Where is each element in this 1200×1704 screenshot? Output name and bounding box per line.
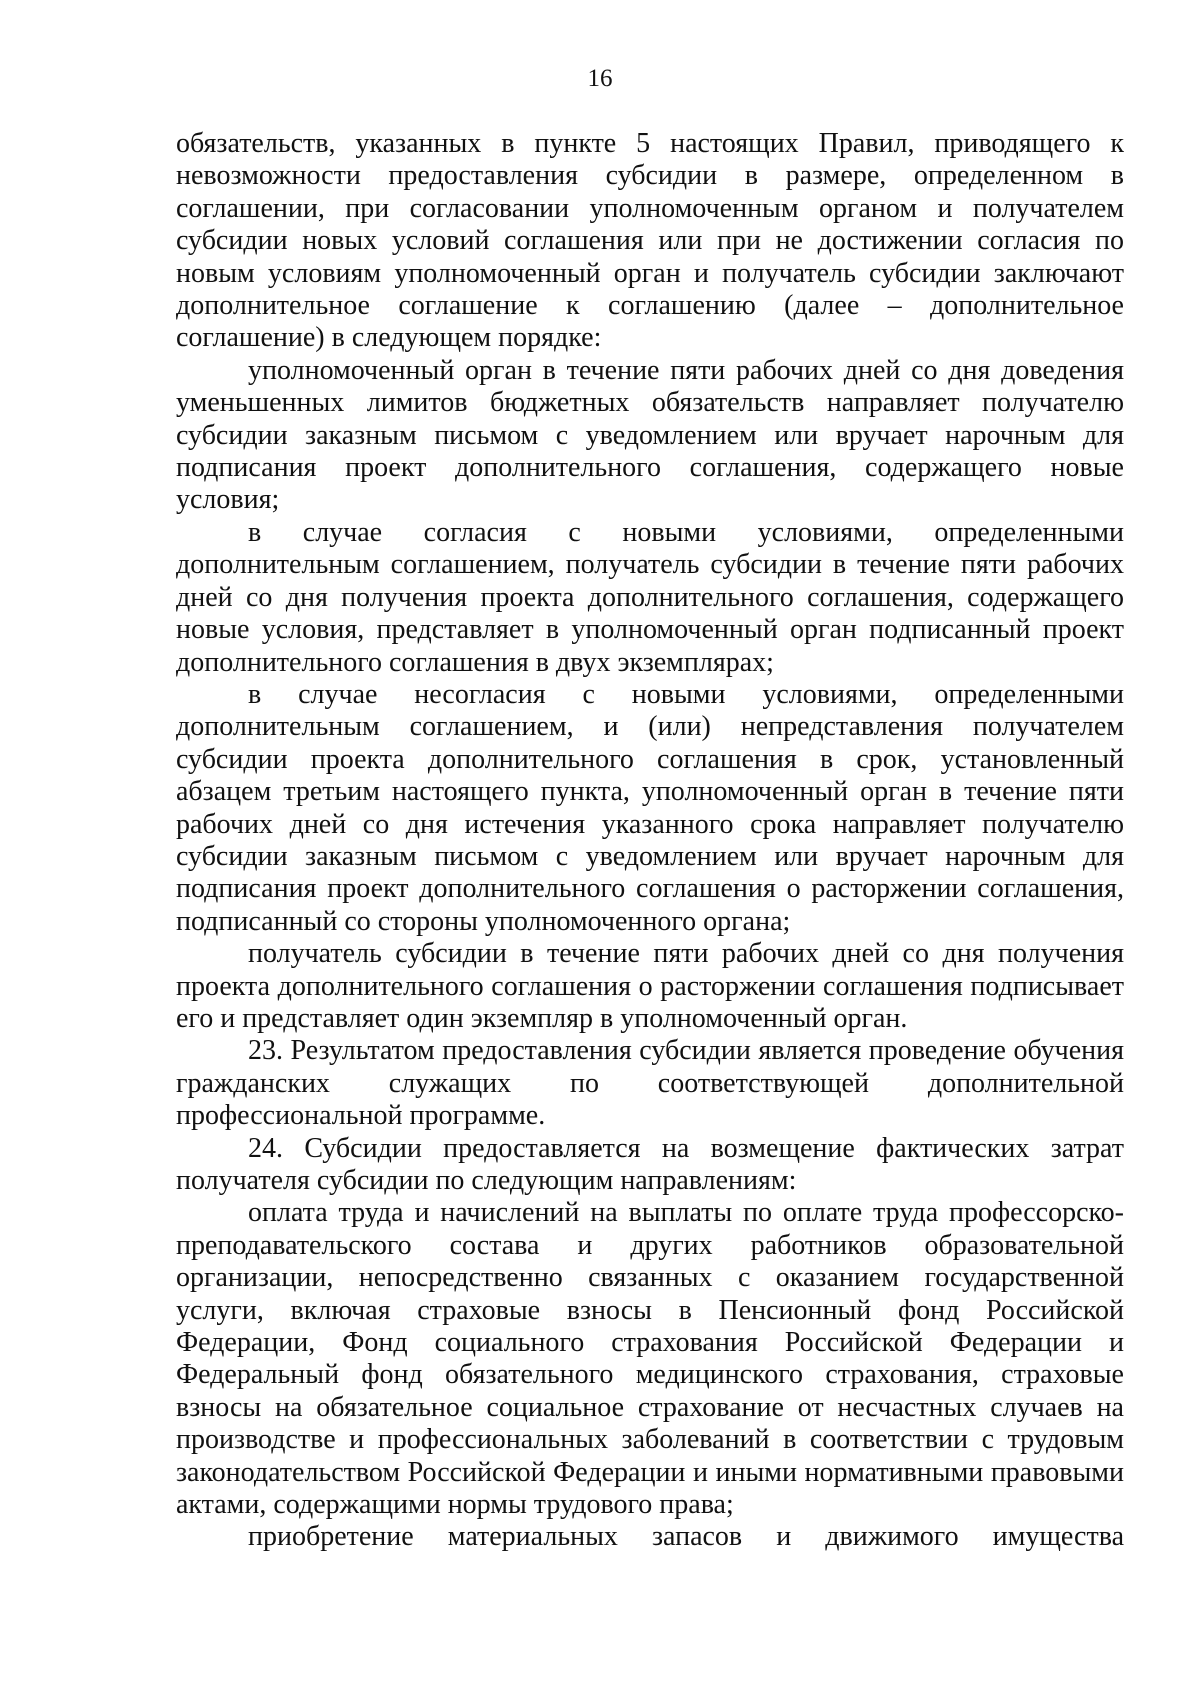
paragraph-step-disagreement: в случае несогласия с новыми условиями, определенными дополнительным соглашением, и (или) непредставления получателем субсидии проекта дополнительного соглашения в срок, установленный абзацем третьим настоящего пункта, уполномоченный орган в течение пяти рабочих дней со дня истечения указанного срока направляет получателю субсидии заказным письмом с уведомлением или вручает нарочным для подписания проект дополнительного соглашения о расторжении соглашения, подписанный со стороны уполномоченного органа;: [176, 678, 1124, 937]
paragraph-continuation: обязательств, указанных в пункте 5 настоящих Правил, приводящего к невозможности предоставления субсидии в размере, определенном в соглашении, при согласовании уполномоченным органом и получателем субсидии новых условий соглашения или при не достижении согласия по новым условиям уполномоченный орган и получатель субсидии заключают дополнительное соглашение к соглашению (далее – дополнительное соглашение) в следующем порядке:: [176, 128, 1124, 354]
paragraph-step-termination: получатель субсидии в течение пяти рабочих дней со дня получения проекта дополнительного соглашения о расторжении соглашения подписывает его и представляет один экземпляр в уполномоченный орган.: [176, 938, 1124, 1034]
document-body: [176, 128, 1124, 1554]
paragraph-salary-costs: оплата труда и начислений на выплаты по оплате труда профессорско-преподавательского состава и других работников образовательной организации, непосредственно связанных с оказанием государственной услуги, включая страховые взносы в Пенсионный фонд Российской Федерации, Фонд социального страхования Российской Федерации и Федеральный фонд обязательного медицинского страхования, страховые взносы на обязательное социальное страхование от несчастных случаев на производстве и профессиональных заболеваний в соответствии с трудовым законодательством Российской Федерации и иными нормативными правовыми актами, содержащими нормы трудового права;: [176, 1197, 1124, 1521]
paragraph-item-23: 23. Результатом предоставления субсидии является проведение обучения гражданских служащих по соответствующей дополнительной профессиональной программе.: [176, 1035, 1124, 1132]
paragraph-step-agreement: в случае согласия с новыми условиями, определенными дополнительным соглашением, получатель субсидии в течение пяти рабочих дней со дня получения проекта дополнительного соглашения, содержащего новые условия, представляет в уполномоченный орган подписанный проект дополнительного соглашения в двух экземплярах;: [176, 516, 1124, 678]
paragraph-item-24: 24. Субсидии предоставляется на возмещение фактических затрат получателя субсидии по следующим направлениям:: [176, 1132, 1124, 1196]
paragraph-step-send-draft: уполномоченный орган в течение пяти рабочих дней со дня доведения уменьшенных лимитов бюджетных обязательств направляет получателю субсидии заказным письмом с уведомлением или вручает нарочным для подписания проект дополнительного соглашения, содержащего новые условия;: [176, 354, 1124, 516]
paragraph-material-costs: приобретение материальных запасов и движимого имущества: [248, 1521, 1124, 1553]
page-number: 16: [587, 65, 613, 92]
